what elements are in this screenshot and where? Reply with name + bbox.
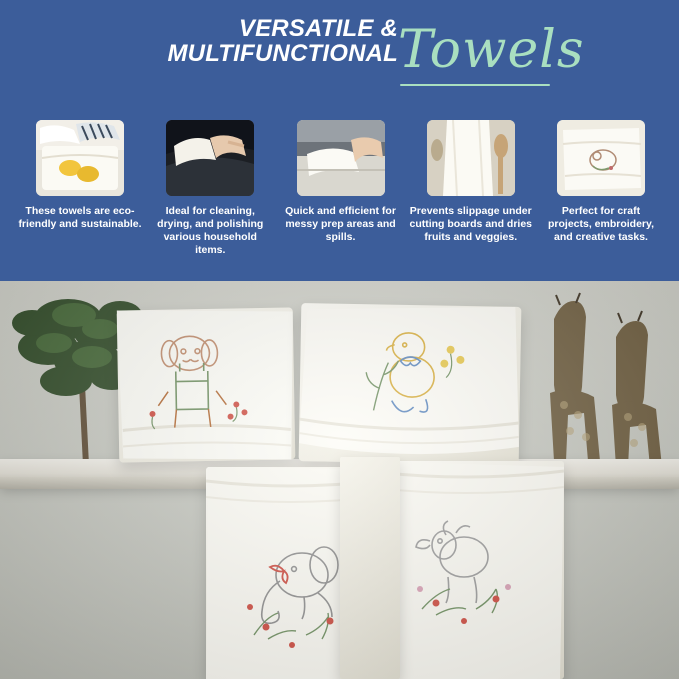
feature-caption: Perfect for craft projects, embroidery, and creative tasks. [547, 205, 654, 243]
feature-caption: These towels are eco-friendly and sustainable. [18, 205, 142, 230]
feature-list [18, 120, 663, 257]
feature-item [409, 120, 533, 257]
photo-vignette [0, 281, 679, 679]
banner-headline [0, 14, 679, 92]
cleaning-cloth-icon [166, 120, 254, 196]
embroidery-craft-icon [557, 120, 645, 196]
feature-caption: Ideal for cleaning, drying, and polishing various household items. [157, 205, 264, 256]
headline-underline [400, 84, 550, 86]
feature-item [539, 120, 663, 257]
eco-towel-icon [36, 120, 124, 196]
counter-wipe-icon [297, 120, 385, 196]
feature-caption: Quick and efficient for messy prep areas and spills. [285, 205, 396, 243]
cutting-board-towel-icon [427, 120, 515, 196]
feature-banner [0, 0, 679, 281]
headline-main-text: VERSATILE & MULTIFUNCTIONAL [167, 15, 398, 67]
headline-script-text: Towels [398, 20, 585, 80]
product-photo [0, 281, 679, 679]
feature-item [18, 120, 142, 257]
feature-item [279, 120, 403, 257]
feature-item [148, 120, 272, 257]
feature-caption: Prevents slippage under cutting boards and dries fruits and veggies. [409, 205, 532, 243]
